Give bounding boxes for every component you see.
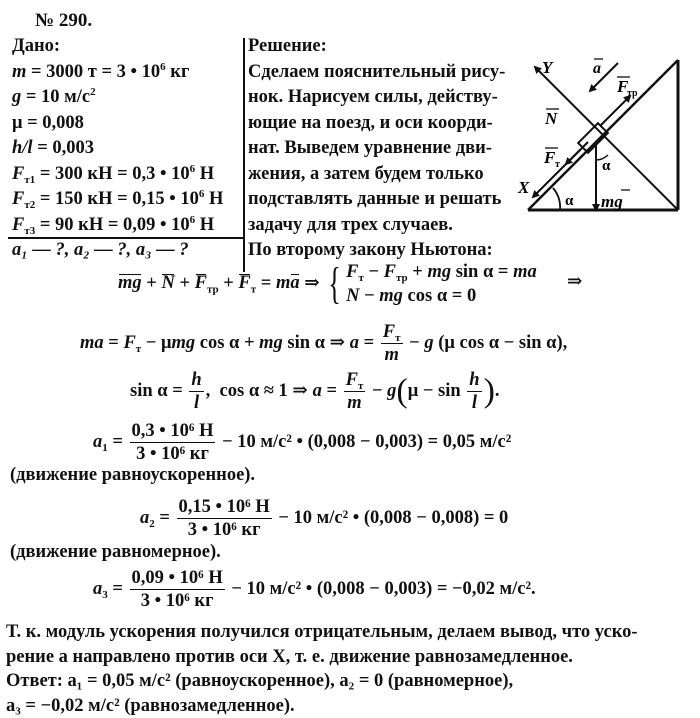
solution-line: нок. Нарисуем силы, действу- xyxy=(248,85,505,111)
given-force-3: $F_{т3} = 90$ кН = 0,09 • $10^6$ Н xyxy=(12,213,223,239)
acceleration-general: ma = $F_т - \mu mg$ cos α + mg sin α ⇒ a = $\frac{F_т}{m}$ − g (μ cos α − sin α), xyxy=(80,322,567,365)
svg-text:т: т xyxy=(555,159,560,170)
solution-line: жения, а затем будем только xyxy=(248,162,505,188)
solution-title: Решение: xyxy=(248,34,505,60)
acceleration-label: a xyxy=(593,60,601,77)
given-title: Дано: xyxy=(12,34,223,60)
system-eq-2: N − mg cos α = 0 xyxy=(346,284,537,308)
base-angle-label: α xyxy=(565,193,574,209)
find-line: a₁ — ?, a₂ — ?, a₃ — ? xyxy=(12,240,189,261)
a2-note: (движение равномерное). xyxy=(10,542,221,563)
solution-line: ющие на поезд, и оси коорди- xyxy=(248,111,505,137)
newton-equation: mg + $N + F_{тр} + F_т$ = ma ⇒ { $F_т - F_{тр}$ + mg sin α = ma N − mg cos α = 0 xyxy=(118,260,537,308)
top-angle-label: α xyxy=(602,158,611,174)
given-section xyxy=(12,34,223,238)
equation-system xyxy=(346,260,537,308)
svg-text:тр: тр xyxy=(627,88,638,99)
implies-arrow: ⇒ xyxy=(567,271,583,293)
given-slope: h/l = 0,003 xyxy=(12,136,223,162)
problem-number: № 290. xyxy=(35,10,92,32)
a2-calculation: $a_2$ = $\frac{\text{0,15 • 10⁶ Н}}{\text{3 • 10⁶ кг}}$ − 10 м/с² • (0,008 − 0,008) = 0 xyxy=(140,497,508,540)
solution-section xyxy=(248,34,505,264)
given-force-2: $F_{т2} = 150$ кН = 0,15 • $10^6$ Н xyxy=(12,187,223,213)
a1-calculation: $a_1$ = $\frac{\text{0,3 • 10⁶ Н}}{\text{3 • 10⁶ кг}}$ − 10 м/с² • (0,008 − 0,003) = 0,05 м/с² xyxy=(93,421,511,464)
a3-calculation: $a_3$ = $\frac{\text{0,09 • 10⁶ Н}}{\text{3 • 10⁶ кг}}$ − 10 м/с² • (0,008 − 0,003) = −0,02 м/с². xyxy=(93,568,536,611)
acceleration-approx: sin α = $\frac{h}{l}$ , cos α ≈ 1 ⇒ a = $\frac{F_т}{m}$ − g(μ − sin $\frac{h}{l}$ ). xyxy=(130,370,500,413)
solution-line: задачу для трех случаев. xyxy=(248,213,505,239)
a1-note: (движение равноускоренное). xyxy=(10,465,255,486)
given-mass: m = 3000 т = 3 • $10^6$ кг xyxy=(12,60,223,86)
friction-label: F xyxy=(616,77,629,96)
conclusion-line-2: рение a направлено против оси X, т. е. движение равнозамедленное. xyxy=(6,645,638,670)
normal-label: N xyxy=(544,109,558,128)
given-divider xyxy=(8,237,244,239)
traction-label: F xyxy=(543,148,556,167)
given-force-1: $F_{т1} = 300$ кН = 0,3 • $10^6$ Н xyxy=(12,162,223,188)
gravity-label: mg xyxy=(601,192,623,211)
solution-line: Сделаем пояснительный рису- xyxy=(248,60,505,86)
conclusion-section xyxy=(6,620,638,718)
column-divider xyxy=(243,38,245,272)
conclusion-line-1: Т. к. модуль ускорения получился отрицательным, делаем вывод, что уско- xyxy=(6,620,638,645)
system-eq-1: $F_т - F_{тр}$ + mg sin α = ma xyxy=(346,260,537,284)
inclined-plane-diagram xyxy=(505,40,700,220)
answer-line-1: Ответ: a₁ = 0,05 м/с² (равноускоренное), a₂ = 0 (равномерное), xyxy=(6,669,638,694)
y-axis-label: Y xyxy=(542,58,554,77)
base-angle-arc xyxy=(553,188,560,210)
solution-line: По второму закону Ньютона: xyxy=(248,238,505,264)
y-axis-line xyxy=(535,67,677,209)
solution-line: подставлять данные и решать xyxy=(248,187,505,213)
x-axis-label: X xyxy=(517,178,530,197)
answer-line-2: a₃ = −0,02 м/с² (равнозамедленное). xyxy=(6,694,638,718)
given-friction-coef: μ = 0,008 xyxy=(12,111,223,137)
solution-line: нат. Выведем уравнение дви- xyxy=(248,136,505,162)
given-gravity: g = 10 $м/с^2$ xyxy=(12,85,223,111)
system-brace: { xyxy=(329,262,342,306)
